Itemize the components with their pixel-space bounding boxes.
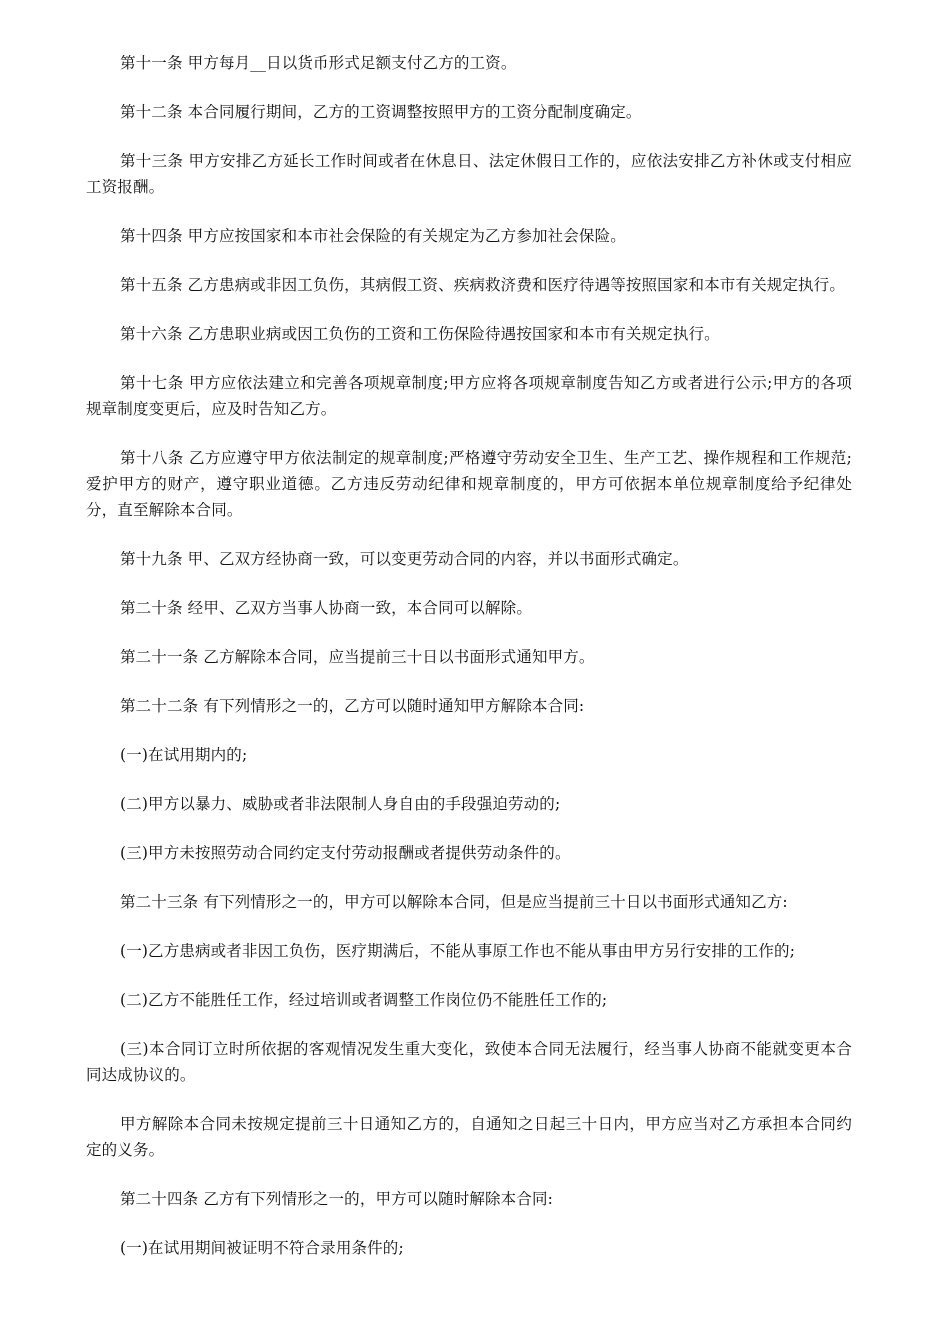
clause-24: 第二十四条 乙方有下列情形之一的，甲方可以随时解除本合同: <box>120 1190 554 1208</box>
clause-22-item-2: (二)甲方以暴力、威胁或者非法限制人身自由的手段强迫劳动的; <box>120 795 561 813</box>
clause-16: 第十六条 乙方患职业病或因工负伤的工资和工伤保险待遇按国家和本市有关规定执行。 <box>120 325 720 343</box>
clause-23: 第二十三条 有下列情形之一的，甲方可以解除本合同，但是应当提前三十日以书面形式通知乙方: <box>120 893 788 911</box>
clause-22-item-1: (一)在试用期内的; <box>120 746 248 764</box>
clause-18: 第十八条 乙方应遵守甲方依法制定的规章制度;严格遵守劳动安全卫生、生产工艺、操作规程和工作规范;爱护甲方的财产，遵守职业道德。乙方违反劳动纪律和规章制度的，甲方可依据本单位规章制度给予纪律处分，直至解除本合同。 <box>86 449 852 519</box>
clause-20: 第二十条 经甲、乙双方当事人协商一致，本合同可以解除。 <box>120 599 532 617</box>
clause-12: 第十二条 本合同履行期间，乙方的工资调整按照甲方的工资分配制度确定。 <box>120 103 642 121</box>
clause-17: 第十七条 甲方应依法建立和完善各项规章制度;甲方应将各项规章制度告知乙方或者进行公示;甲方的各项规章制度变更后，应及时告知乙方。 <box>86 374 852 418</box>
clause-14: 第十四条 甲方应按国家和本市社会保险的有关规定为乙方参加社会保险。 <box>120 227 626 245</box>
clause-11: 第十一条 甲方每月__日以货币形式足额支付乙方的工资。 <box>120 54 517 72</box>
contract-body <box>86 50 852 1261</box>
clause-22-item-3: (三)甲方未按照劳动合同约定支付劳动报酬或者提供劳动条件的。 <box>120 844 571 862</box>
clause-23-note: 甲方解除本合同未按规定提前三十日通知乙方的，自通知之日起三十日内，甲方应当对乙方承担本合同约定的义务。 <box>86 1115 852 1159</box>
clause-23-item-3: (三)本合同订立时所依据的客观情况发生重大变化，致使本合同无法履行，经当事人协商不能就变更本合同达成协议的。 <box>86 1040 852 1084</box>
clause-23-item-2: (二)乙方不能胜任工作，经过培训或者调整工作岗位仍不能胜任工作的; <box>120 991 608 1009</box>
clause-19: 第十九条 甲、乙双方经协商一致，可以变更劳动合同的内容，并以书面形式确定。 <box>120 550 689 568</box>
clause-22: 第二十二条 有下列情形之一的，乙方可以随时通知甲方解除本合同: <box>120 697 585 715</box>
clause-13: 第十三条 甲方安排乙方延长工作时间或者在休息日、法定休假日工作的，应依法安排乙方补休或支付相应工资报酬。 <box>86 152 852 196</box>
clause-15: 第十五条 乙方患病或非因工负伤，其病假工资、疾病救济费和医疗待遇等按照国家和本市有关规定执行。 <box>120 276 845 294</box>
clause-21: 第二十一条 乙方解除本合同，应当提前三十日以书面形式通知甲方。 <box>120 648 595 666</box>
clause-23-item-1: (一)乙方患病或者非因工负伤，医疗期满后，不能从事原工作也不能从事由甲方另行安排的工作的; <box>120 942 796 960</box>
clause-24-item-1: (一)在试用期间被证明不符合录用条件的; <box>120 1239 404 1257</box>
